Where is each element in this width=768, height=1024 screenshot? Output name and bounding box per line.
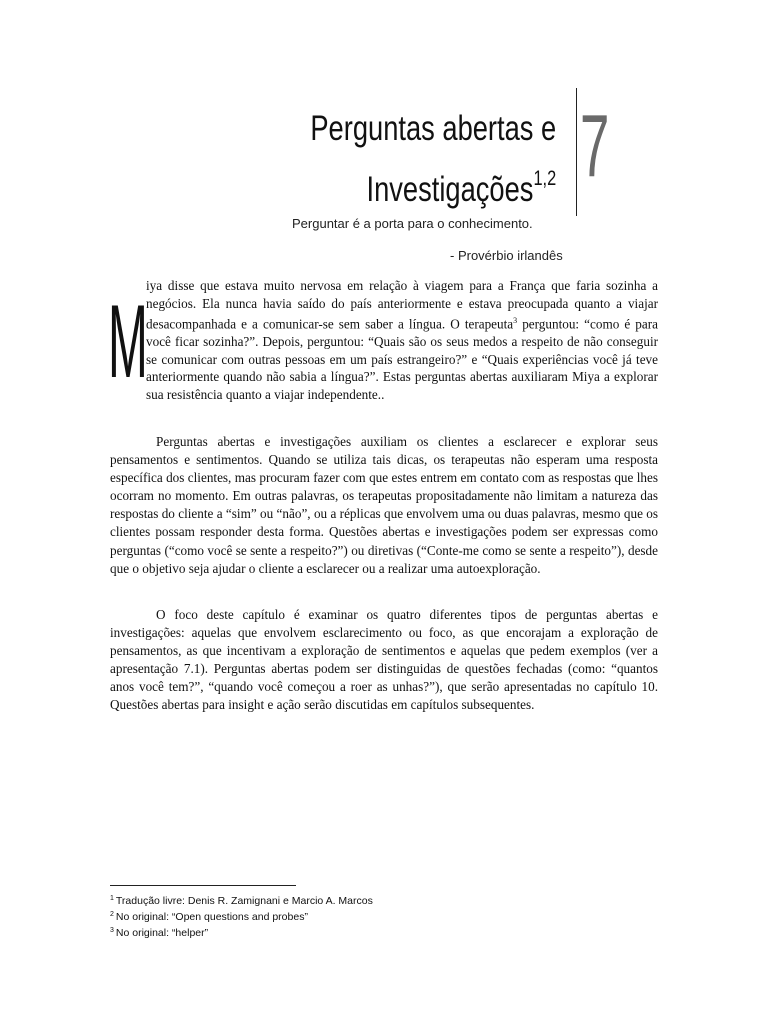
footnote-text: No original: “helper” — [115, 927, 209, 939]
footnote-text: Tradução livre: Denis R. Zamignani e Marcio A. Marcos — [115, 895, 373, 907]
footnote-divider — [110, 885, 296, 886]
footnote — [110, 908, 373, 924]
title-line-1: Perguntas abertas e — [310, 109, 556, 148]
chapter-number: 7 — [580, 96, 610, 195]
drop-cap: M — [108, 284, 148, 400]
title-footnote-ref: 1,2 — [533, 167, 556, 190]
intro-text-end: perguntou: “como é para você ficar sozinha?”. Depois, perguntou: “Quais são os seus medos a respeito de não conseguir se comunicar com outras pessoas em um país estrangeiro?” e “Quais experiências você já teve anteriormente quando não sabia a língua?”. Estas perguntas abertas auxiliaram Miya a explorar sua resistência quanto a viajar independente.. — [146, 316, 658, 402]
body-paragraph-1: Perguntas abertas e investigações auxiliam os clientes a esclarecer e explorar seus pensamentos e sentimentos. Quando se utiliza tais dicas, os terapeutas não esperam uma resposta específica dos clientes, mas procuram fazer com que estes entrem em contato com as respostas que lhes ocorram no momento. Em outras palavras, os terapeutas propositadamente não limitam a natureza das respostas do cliente a “sim” ou “não”, ou a réplicas que envolvem uma ou duas palavras, mesmo que os clientes possam responder desta forma. Questões abertas e investigações podem ser expressas como perguntas (“como você se sente a respeito?”) ou diretivas (“Conte-me como se sente a respeito”), desde que o objetivo seja ajudar o cliente a esclarecer ou a realizar uma autoexploração. — [110, 434, 658, 576]
intro-text-start: iya disse que estava muito nervosa em relação à viagem para a França que faria sozinha a negócios. Ela nunca havia saído do país anteriormente e estava preocupada quanto a viajar desacompanhada e a comunicar-se sem saber a língua. O terapeuta — [146, 278, 658, 332]
chapter-divider — [576, 88, 577, 216]
footnote-text: No original: “Open questions and probes” — [115, 911, 308, 923]
epigraph-quote: Perguntar é a porta para o conhecimento. — [292, 216, 533, 231]
footnotes — [110, 892, 373, 940]
title-line-2 — [310, 154, 556, 215]
intro-paragraph — [146, 277, 658, 404]
chapter-title — [241, 104, 556, 215]
title-line-2-text: Investigações — [366, 170, 534, 209]
epigraph-source: - Provérbio irlandês — [450, 248, 563, 263]
intro-footnote-ref: 3 — [513, 316, 518, 326]
footnote-mark: 2 — [110, 911, 114, 918]
footnote-mark: 1 — [110, 895, 114, 902]
footnote — [110, 892, 373, 908]
body-paragraph-2: O foco deste capítulo é examinar os quatro diferentes tipos de perguntas abertas e investigações: aquelas que envolvem esclarecimento ou foco, as que encorajam a exploração de pensamentos, as que incentivam a exploração de sentimentos e aquelas que pedem exemplos (ver a apresentação 7.1). Perguntas abertas podem ser distinguidas de questões fechadas (como: “quantos anos você tem?”, “quando você começou a roer as unhas?”), que serão apresentadas no capítulo 10. Questões abertas para insight e ação serão discutidas em capítulos subsequentes. — [110, 607, 658, 713]
footnote — [110, 924, 373, 940]
footnote-mark: 3 — [110, 927, 114, 934]
